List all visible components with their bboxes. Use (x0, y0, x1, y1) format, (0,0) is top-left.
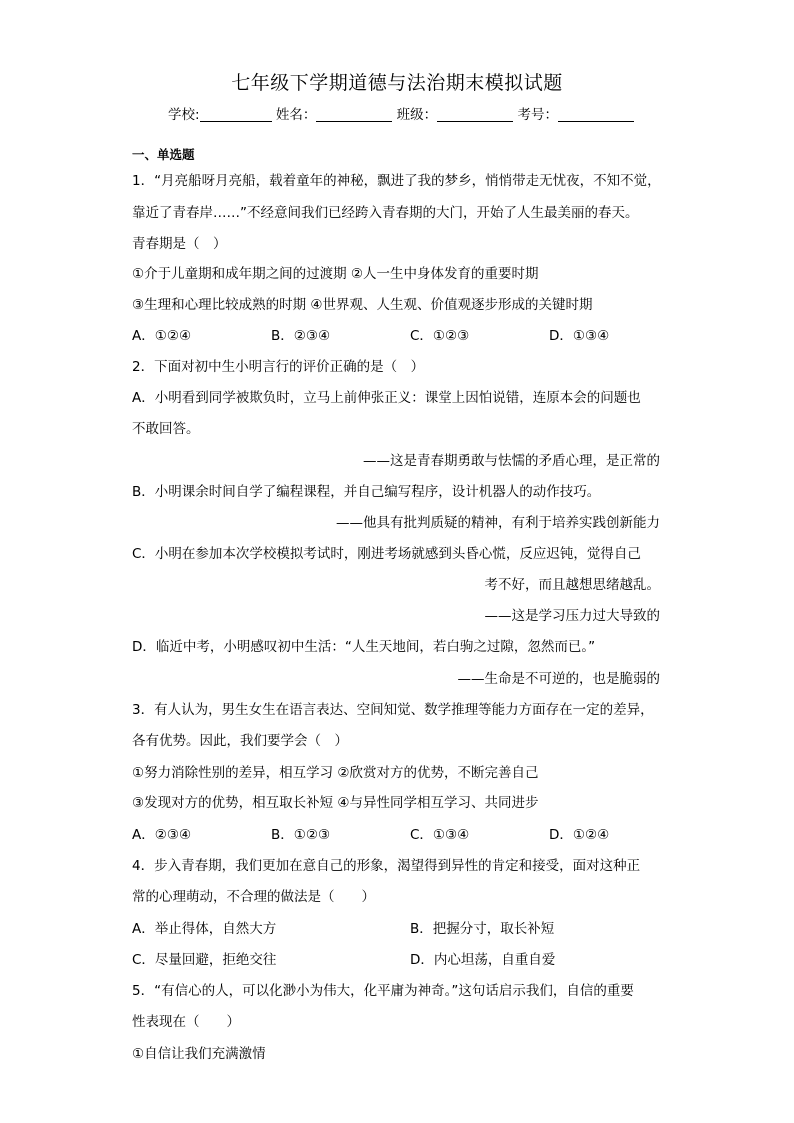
q1-option-b[interactable]: B．②③④ (271, 328, 331, 344)
name-blank[interactable] (316, 107, 392, 122)
q1-statement-1: ①介于儿童期和成年期之间的过渡期 ②人一生中身体发育的重要时期 (132, 266, 539, 282)
q3-option-d[interactable]: D．①②④ (549, 827, 610, 843)
q1-line-3: 青春期是（ ） (132, 236, 227, 252)
number-label: 考号： (517, 107, 558, 123)
q1-option-d[interactable]: D．①③④ (549, 328, 610, 344)
q1-option-a[interactable]: A．①②④ (132, 328, 192, 344)
q3-option-b[interactable]: B．①②③ (271, 827, 331, 843)
q3-statement-1: ①努力消除性别的差异，相互学习 ②欣赏对方的优势，不断完善自己 (132, 765, 539, 781)
q4-option-c[interactable]: C．尽量回避，拒绝交往 (132, 952, 277, 968)
q3-line-1: 3．有人认为，男生女生在语言表达、空间知觉、数学推理等能力方面存在一定的差异， (132, 702, 654, 718)
section-title: 一、单选题 (132, 147, 195, 162)
school-label: 学校: (168, 107, 200, 123)
q1-statement-2: ③生理和心理比较成熟的时期 ④世界观、人生观、价值观逐步形成的关键时期 (132, 297, 593, 313)
q5-line-1: 5．“有信心的人，可以化渺小为伟大，化平庸为神奇。”这句话启示我们，自信的重要 (132, 983, 634, 999)
q2-stem: 2．下面对初中生小明言行的评价正确的是（ ） (132, 359, 425, 375)
number-blank[interactable] (558, 107, 634, 122)
q4-line-1: 4．步入青春期，我们更加在意自己的形象，渴望得到异性的肯定和接受，面对这种正 (132, 858, 641, 874)
q3-line-2: 各有优势。因此，我们要学会（ ） (132, 733, 348, 749)
q3-option-c[interactable]: C．①③④ (410, 827, 470, 843)
q3-statement-2: ③发现对方的优势，相互取长补短 ④与异性同学相互学习、共同进步 (132, 795, 539, 811)
q2-option-a-line-1[interactable]: A．小明看到同学被欺负时，立马上前伸张正义：课堂上因怕说错，连原本会的问题也 (132, 390, 641, 406)
q1-option-c[interactable]: C．①②③ (410, 328, 470, 344)
q4-option-b[interactable]: B．把握分寸，取长补短 (410, 921, 555, 937)
q1-line-2: 靠近了青春岸……”不经意间我们已经跨入青春期的大门，开始了人生最美丽的春天。 (132, 205, 639, 221)
q2-option-a-comment: ——这是青春期勇敢与怯懦的矛盾心理，是正常的 (363, 453, 660, 469)
q2-option-d-line-1[interactable]: D．临近中考，小明感叹初中生活：“人生天地间，若白驹之过隙，忽然而已。” (132, 639, 596, 655)
q2-option-c-comment: ——这是学习压力过大导致的 (484, 608, 660, 624)
q1-line-1: 1．“月亮船呀月亮船，载着童年的神秘，飘进了我的梦乡，悄悄带走无忧夜，不知不觉， (132, 173, 661, 189)
name-label: 姓名： (275, 107, 317, 123)
q2-option-b-line-1[interactable]: B．小明课余时间自学了编程课程，并自己编写程序，设计机器人的动作技巧。 (132, 484, 601, 500)
q4-option-a[interactable]: A．举止得体，自然大方 (132, 921, 277, 937)
q2-option-a-line-2: 不敢回答。 (132, 421, 200, 437)
class-label: 班级： (396, 107, 438, 123)
q4-line-2: 常的心理萌动，不合理的做法是（ ） (132, 889, 375, 905)
page-title: 七年级下学期道德与法治期末模拟试题 (231, 72, 563, 94)
student-info-line (168, 103, 634, 123)
q2-option-b-comment: ——他具有批判质疑的精神，有利于培养实践创新能力 (336, 515, 660, 531)
q3-option-a[interactable]: A．②③④ (132, 827, 192, 843)
school-blank[interactable] (200, 107, 272, 122)
q2-option-c-line-1[interactable]: C．小明在参加本次学校模拟考试时，刚进考场就感到头昏心慌，反应迟钝，觉得自己 (132, 546, 641, 562)
q5-statement-1: ①自信让我们充满激情 (132, 1046, 266, 1062)
q2-option-c-line-2: 考不好，而且越想思绪越乱。 (484, 577, 660, 593)
q4-option-d[interactable]: D．内心坦荡，自重自爱 (410, 952, 556, 968)
class-blank[interactable] (437, 107, 513, 122)
q2-option-d-comment: ——生命是不可逆的，也是脆弱的 (457, 671, 660, 687)
q5-line-2: 性表现在（ ） (132, 1014, 240, 1030)
